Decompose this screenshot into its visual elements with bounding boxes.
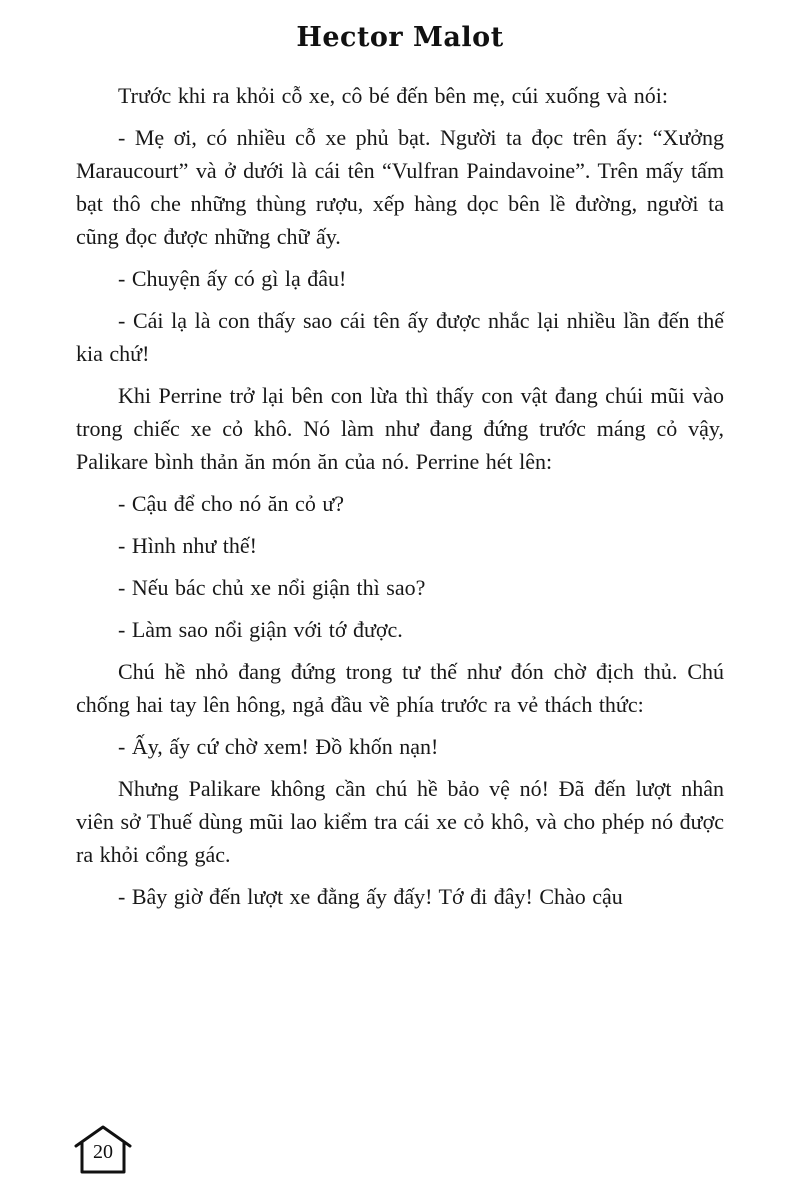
paragraph: Chú hề nhỏ đang đứng trong tư thế như đón chờ địch thủ. Chú chống hai tay lên hông, ngả đầu về phía trước ra vẻ thách thức: <box>76 659 724 717</box>
paragraph: Trước khi ra khỏi cỗ xe, cô bé đến bên mẹ, cúi xuống và nói: <box>118 83 668 108</box>
paragraph: - Ấy, ấy cứ chờ xem! Đồ khốn nạn! <box>118 734 439 759</box>
paragraph: - Bây giờ đến lượt xe đằng ấy đấy! Tớ đi đây! Chào cậu <box>118 884 623 909</box>
paragraph: - Cậu để cho nó ăn cỏ ư? <box>118 491 345 516</box>
paragraph: - Chuyện ấy có gì lạ đâu! <box>118 266 347 291</box>
paragraph: - Hình như thế! <box>118 533 257 558</box>
paragraph: Khi Perrine trở lại bên con lừa thì thấy con vật đang chúi mũi vào trong chiếc xe cỏ khô. Nó làm như đang đứng trước máng cỏ vậy, Palikare bình thản ăn món ăn của nó. Perrine hét lên: <box>76 383 724 474</box>
paragraph: - Cái lạ là con thấy sao cái tên ấy được nhắc lại nhiều lần đến thế kia chứ! <box>76 308 724 366</box>
paragraph: - Làm sao nổi giận với tớ được. <box>118 617 403 642</box>
house-icon <box>74 1124 132 1174</box>
paragraph: - Mẹ ơi, có nhiều cỗ xe phủ bạt. Người ta đọc trên ấy: “Xưởng Maraucourt” và ở dưới là cái tên “Vulfran Paindavoine”. Trên mấy tấm bạt thô che những thùng rượu, xếp hàng dọc bên lề đường, người ta cũng đọc được những chữ ấy. <box>76 125 724 249</box>
page-number: 20 <box>93 1141 113 1163</box>
paragraph: Nhưng Palikare không cần chú hề bảo vệ nó! Đã đến lượt nhân viên sở Thuế dùng mũi lao kiểm tra cái xe cỏ khô, và cho phép nó được ra khỏi cổng gác. <box>76 776 724 867</box>
paragraph: - Nếu bác chủ xe nổi giận thì sao? <box>118 575 426 600</box>
page-body <box>76 79 724 913</box>
page-footer <box>74 1124 132 1174</box>
running-header-author: Hector Malot <box>296 22 504 53</box>
